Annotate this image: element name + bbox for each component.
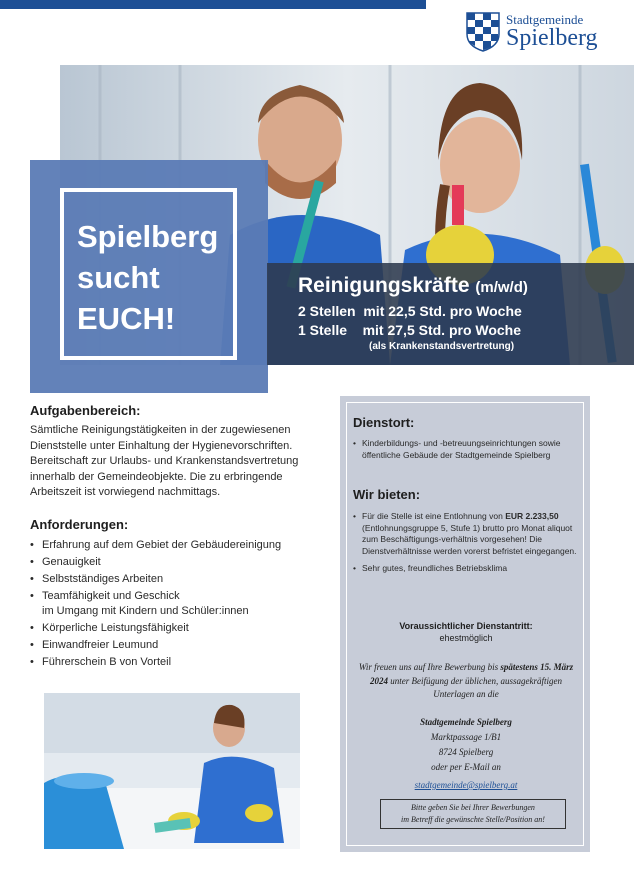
list-item: • Körperliche Leistungsfähigkeit <box>30 621 330 636</box>
note-line-1: Bitte geben Sie bei Ihrer Bewerbungen <box>411 803 535 812</box>
dienstantritt-value: ehestmöglich <box>439 633 493 643</box>
job-title <box>298 274 528 298</box>
headline-line-1: Spielberg <box>77 219 219 254</box>
address-street: Marktpassage 1/B1 <box>430 732 502 742</box>
salary-intro: Für die Stelle ist eine Entlohnung von <box>362 511 503 521</box>
address-city: 8724 Spielberg <box>438 747 494 757</box>
headline-text <box>77 216 218 339</box>
logo-line-stadtgemeinde: Stadtgemeinde <box>506 12 584 27</box>
cleaning-table-photo <box>44 693 300 849</box>
list-item: • Sehr gutes, freundliches Betriebsklima <box>353 563 579 575</box>
logo-line-spielberg: Spielberg <box>506 25 598 51</box>
wir-bieten-heading: Wir bieten: <box>353 487 421 502</box>
list-item <box>30 589 330 619</box>
job-title-main: Reinigungskräfte <box>298 274 470 297</box>
stadtgemeinde-logo <box>466 12 626 58</box>
list-item-line-1: Teamfähigkeit und Geschick <box>42 589 180 602</box>
subject-note-box <box>380 799 566 829</box>
cleaning-photo-illustration <box>44 693 300 849</box>
dienstort-list <box>353 438 579 467</box>
top-accent-bar <box>0 0 426 9</box>
coat-of-arms-checkered-icon <box>466 12 500 52</box>
salary-amount: EUR 2.233,50 <box>505 511 559 521</box>
address-name: Stadtgemeinde Spielberg <box>420 717 512 727</box>
dienstort-heading: Dienstort: <box>353 415 415 430</box>
email-link[interactable]: stadtgemeinde@spielberg.at <box>414 780 518 790</box>
anforderungen-list <box>30 538 330 670</box>
bewerbung-text <box>353 661 579 702</box>
salary-details: (Entlohnungsgruppe 5, Stufe 1) brutto pro Monat aliquot zum Beschäftigungs-verhältnis vorgesehen! Die Dienstverhältnisse werden vorerst befristet eingegangen. <box>362 522 577 556</box>
aufgaben-heading: Aufgabenbereich: <box>30 403 141 418</box>
anforderungen-heading: Anforderungen: <box>30 516 129 532</box>
bewerbung-line-1: Wir freuen uns auf Ihre Bewerbung bis <box>358 662 499 672</box>
headline-line-3: EUCH! <box>77 301 176 336</box>
job-title-suffix: (m/w/d) <box>475 279 528 296</box>
list-item: • Genauigkeit <box>30 555 330 570</box>
note-line-2: im Betreff die gewünschte Stelle/Position an! <box>401 815 545 824</box>
left-column <box>30 403 330 672</box>
headline-line-2: sucht <box>77 260 160 295</box>
dienstantritt-label: Voraussichtlicher Dienstantritt: <box>399 621 533 631</box>
address-or-email: oder per E-Mail an <box>431 762 501 772</box>
position-note: (als Krankenstandsvertretung) <box>369 341 515 352</box>
list-item: • Selbstständiges Arbeiten <box>30 572 330 587</box>
list-item <box>353 511 579 557</box>
position-line-1: 2 Stellen mit 22,5 Std. pro Woche <box>298 303 522 319</box>
list-item: • Einwandfreier Leumund <box>30 638 330 653</box>
list-item: • Führerschein B von Vorteil <box>30 655 330 670</box>
aufgaben-text: Sämtliche Reinigungstätigkeiten in der zugewiesenen Dienststelle unter Einhaltung der Hygienevorschriften. Bereitschaft zur Urlaubs- und Krankenstandsvertretung innerhalb der Gemeindeobjekte. Die zu erbringende Arbeitszeit ist vorwiegend nachmittags. <box>30 424 299 498</box>
dienstantritt-block <box>353 620 579 644</box>
list-item: • Erfahrung auf dem Gebiet der Gebäudereinigung <box>30 538 330 553</box>
address-block <box>353 715 579 793</box>
list-item: • Kinderbildungs- und -betreuungseinrichtungen sowie öffentliche Gebäude der Stadtgemeinde Spielberg <box>353 438 579 461</box>
wir-bieten-list <box>353 511 579 581</box>
bewerbung-deadline: spätestens 15. März 2024 <box>370 662 574 686</box>
position-line-2: 1 Stelle mit 27,5 Std. pro Woche <box>298 322 522 338</box>
list-item-line-2: im Umgang mit Kindern und Schüler:innen <box>42 604 249 617</box>
bewerbung-line-2: unter Beifügung der üblichen, aussagekräftigen Unterlagen an die <box>390 675 562 699</box>
